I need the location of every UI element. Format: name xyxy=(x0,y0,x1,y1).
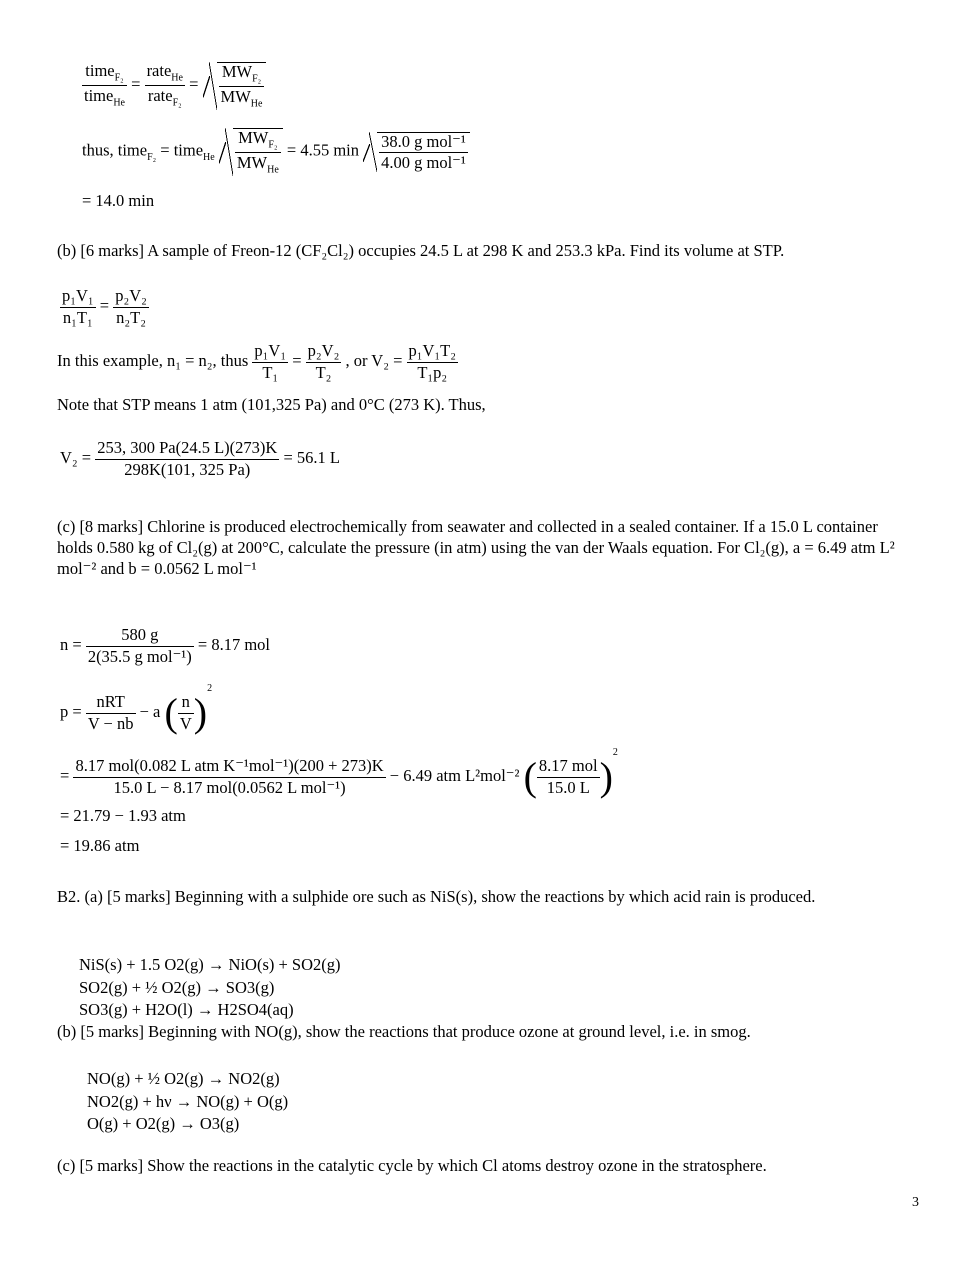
eq-text: V₂ = xyxy=(60,447,92,467)
eq-num: 8.17 mol xyxy=(537,758,600,778)
pressure-step-1: = 21.79 − 1.93 atm xyxy=(60,806,186,825)
eq-sub: He xyxy=(113,97,125,109)
sqrt-mw-ratio xyxy=(203,62,267,110)
eq-text: MW xyxy=(236,153,268,173)
eq-sup: 2 xyxy=(612,747,618,758)
van-der-waals-equation: p = $\frac{\text{nRT}}{V - nb}$ − a ( $\frac{n}{V}$ )$^2$ xyxy=(60,683,213,736)
time-ratio xyxy=(82,63,127,109)
reaction-b3: O(g) + O2(g) → O3(g) xyxy=(87,1114,240,1133)
eq-den: 15.0 L − 8.17 mol(0.0562 L mol⁻¹) xyxy=(113,777,346,797)
moles-calculation xyxy=(60,627,270,665)
eq-text: time xyxy=(173,140,204,160)
eq-den: n₁T₁ xyxy=(62,307,93,327)
reaction-a1: NiS(s) + 1.5 O2(g) → NiO(s) + SO2(g) xyxy=(79,955,341,974)
b2-question-b: (b) [5 marks] Beginning with NO(g), show the reactions that produce ozone at ground level, i.e. in smog. xyxy=(57,1022,751,1041)
reaction-a3: SO3(g) + H2O(l) → H2SO4(aq) xyxy=(79,1000,294,1019)
eq-den: V − nb xyxy=(87,713,134,733)
eq-num: 38.0 g mol⁻¹ xyxy=(379,134,468,154)
combined-gas-law: $\frac{\text{p₁V₁}}{\text{n₁T₁}}$ = $\frac{\text{p₂V₂}}{\text{n₂T₂}}$ xyxy=(62,286,147,327)
eq-text: rate xyxy=(146,61,172,80)
eq-num: n xyxy=(178,694,194,714)
eq-text: thus, time xyxy=(82,140,148,160)
eq-num: 253, 300 Pa(24.5 L)(273)K xyxy=(95,440,279,460)
question-text: B2. (a) [5 marks] Beginning with a sulphide ore such as NiS(s), show the reactions by which acid rain is produced. xyxy=(57,887,816,906)
b2-question-c: (c) [5 marks] Show the reactions in the catalytic cycle by which Cl atoms destroy ozone in the stratosphere. xyxy=(57,1156,767,1175)
eq-sub: F₂ xyxy=(268,139,278,151)
reaction-b1: NO(g) + ½ O2(g) → NO2(g) xyxy=(87,1069,280,1088)
eq-text: − 6.49 atm L²mol⁻² xyxy=(389,766,520,785)
eq-text: p = xyxy=(60,702,82,721)
example-line: In this example, n₁ = n₂, thus $\frac{\text{p₁V₁}}{\text{T₁}}$ = $\frac{\text{p₂V₂}}{\text{T₂}}$ , or V₂ = $\frac{\text{p₁V₁T₂}}{\text{T₁p₂}}$ xyxy=(57,341,457,382)
eq-text: − a xyxy=(139,702,161,721)
eq-den: T₁ xyxy=(262,362,279,382)
eq-text: MW xyxy=(220,87,251,107)
eq-text: = 4.55 min xyxy=(286,140,359,160)
page-number: 3 xyxy=(912,1195,919,1210)
eq-sub: F₂ xyxy=(172,97,182,109)
rate-ratio xyxy=(145,63,185,109)
eq-num: p₂V₂ xyxy=(306,343,342,363)
reaction-a2: SO2(g) + ½ O2(g) → SO3(g) xyxy=(79,978,275,997)
eq-num: p₁V₁ xyxy=(252,343,288,363)
eq-den: 298K(101, 325 Pa) xyxy=(124,459,251,479)
eq-den: V xyxy=(179,713,192,733)
eq-num: nRT xyxy=(86,694,136,714)
eq-sub: He xyxy=(250,98,263,110)
eq-sup: 2 xyxy=(207,683,213,694)
eq-num: 8.17 mol(0.082 L atm K⁻¹mol⁻¹)(200 + 273)K xyxy=(73,758,385,778)
eq-text: time xyxy=(84,86,114,106)
sqrt-mw-ratio xyxy=(219,128,283,176)
eq-text: = 8.17 mol xyxy=(197,634,270,654)
eq-text: n = xyxy=(60,634,82,654)
eq-den: 15.0 L xyxy=(546,777,590,797)
eq-sub: F₂ xyxy=(147,151,157,163)
part-b-question: (b) [6 marks] A sample of Freon-12 (CF₂Cl₂) occupies 24.5 L at 298 K and 253.3 kPa. Find its volume at STP. xyxy=(57,241,785,260)
time-f2-equation: thus, time$_{F_2}$ = time$_{He}$ $\frac{MW_{F_2}}{MW_{He}}$ = 4.55 min $\frac{\text{38.0 g mol⁻¹}}{\text{4.00 g mol⁻¹}}$ xyxy=(82,128,470,176)
eq-text: = 56.1 L xyxy=(283,447,340,467)
eq-sub: He xyxy=(171,72,183,84)
pressure-step-2: = 19.86 atm xyxy=(60,836,140,855)
graham-law-equation: $\frac{time_{F_2}}{time_{He}}$ = $\frac{rate_{He}}{rate_{F_2}}$ = $\frac{MW_{F_2}}{MW_{He}}$ xyxy=(82,62,266,110)
eq-den: T₂ xyxy=(315,362,332,382)
eq-den: 2(35.5 g mol⁻¹) xyxy=(87,646,192,666)
reaction-b2: NO2(g) + hν → NO(g) + O(g) xyxy=(87,1092,289,1111)
eq-text: In this example, n₁ = n₂, thus xyxy=(57,350,249,370)
eq-sub: F₂ xyxy=(252,73,262,85)
eq-text: rate xyxy=(147,86,173,106)
eq-sub: He xyxy=(203,151,215,163)
eq-text: MW xyxy=(238,128,269,147)
eq-sub: He xyxy=(267,164,279,176)
sqrt-numeric-ratio xyxy=(363,132,470,172)
eq-num: p₁V₁ xyxy=(60,288,96,308)
eq-den: T₁p₂ xyxy=(417,362,448,382)
stp-note: Note that STP means 1 atm (101,325 Pa) and 0°C (273 K). Thus, xyxy=(57,395,486,414)
eq-text: , or V₂ = xyxy=(345,350,403,370)
eq-den: 4.00 g mol⁻¹ xyxy=(381,153,466,173)
pressure-calculation: = $\frac{\text{8.17 mol(0.082 L atm K⁻¹mol⁻¹)(200 + 273)K}}{\text{15.0 L − 8.17 mol(0.0562 L mol⁻¹)}}$ − 6.49 atm L²mol⁻² ( $\frac{\text{8.17 mol}}{15.0 L}$ )$^2$ xyxy=(60,747,618,800)
eq-num: 580 g xyxy=(86,627,194,647)
eq-text: = xyxy=(60,766,70,785)
b2-question-a xyxy=(57,886,877,907)
part-c-question: (c) [8 marks] Chlorine is produced electrochemically from seawater and collected in a sealed container. If a 15.0 L container holds 0.580 kg of Cl₂(g) at 200°C, calculate the pressure (in atm) using the van der Waals equation. For Cl₂(g), a = 6.49 atm L² mol⁻² and b = 0.0562 L mol⁻¹ xyxy=(57,517,895,578)
part-a-result: = 14.0 min xyxy=(82,191,155,210)
eq-text: MW xyxy=(221,62,253,81)
eq-text: time xyxy=(85,61,115,80)
eq-num: p₁V₁T₂ xyxy=(407,343,459,363)
eq-sub: F₂ xyxy=(114,72,124,84)
v2-calculation xyxy=(60,440,340,478)
eq-den: n₂T₂ xyxy=(116,307,146,327)
eq-num: p₂V₂ xyxy=(113,288,149,308)
